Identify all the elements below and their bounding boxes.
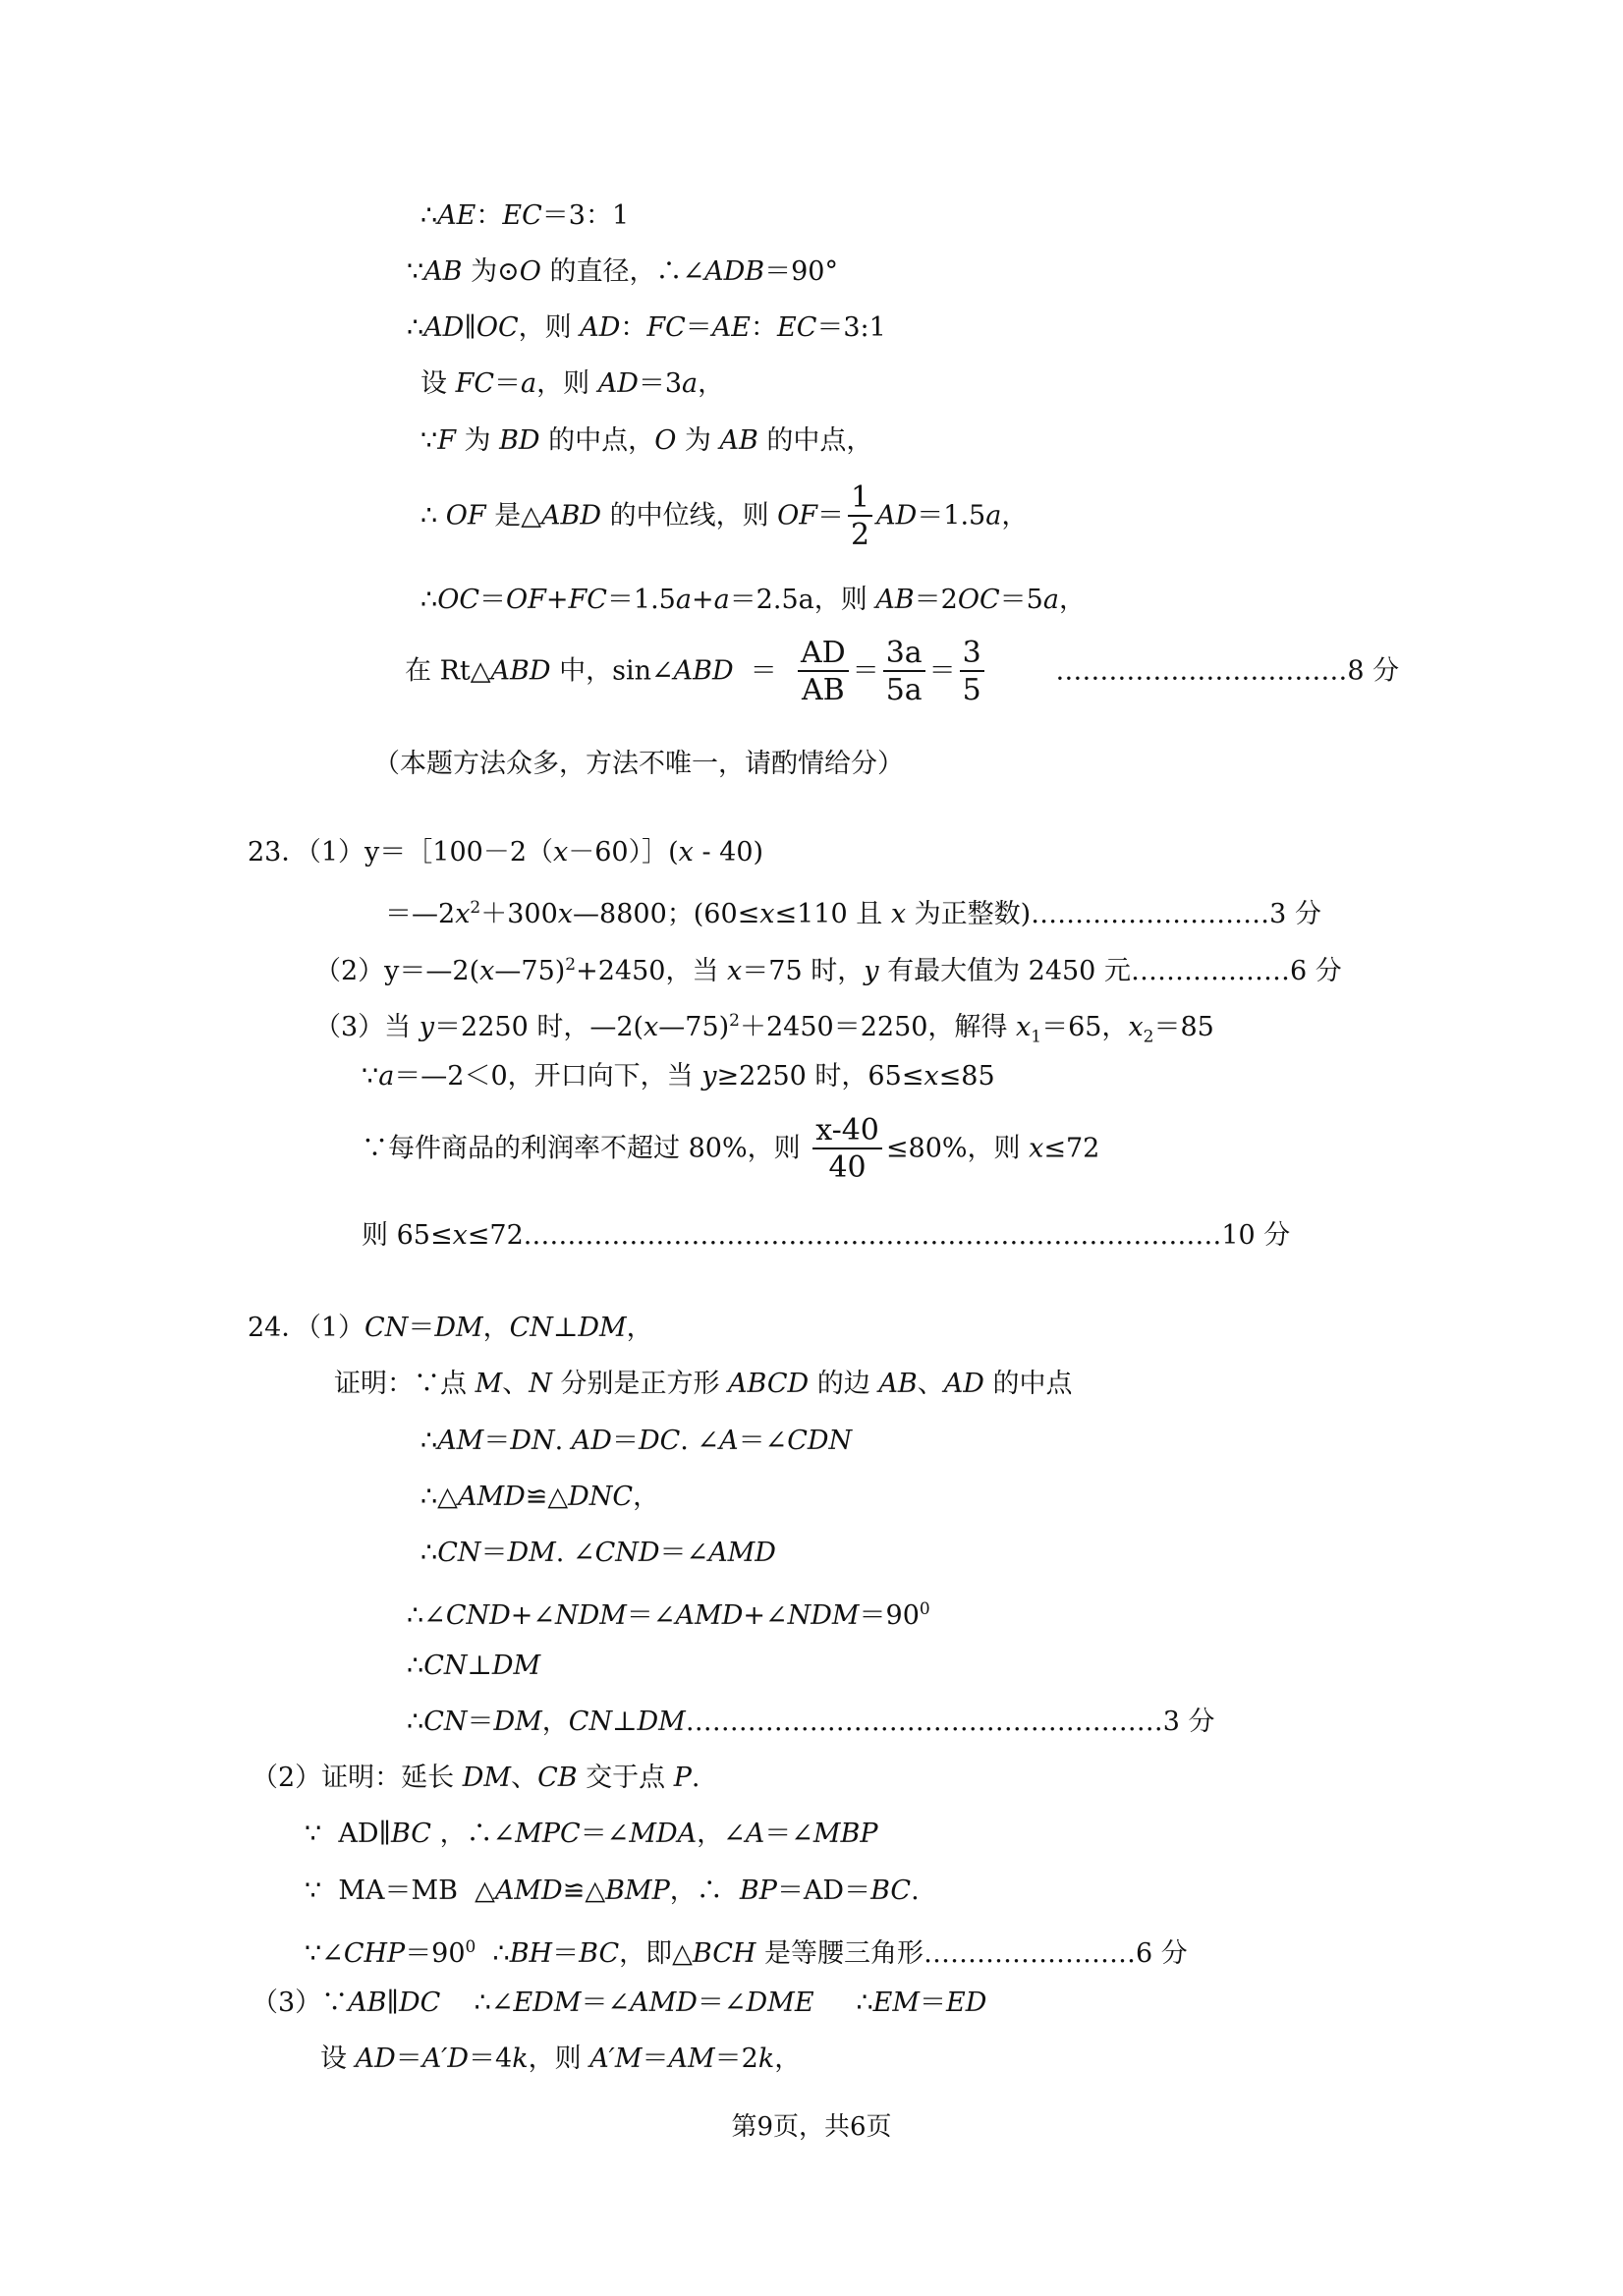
q23-opening: ∵a＝—2＜0，开口向下，当 y≥2250 时，65≤x≤85: [362, 1061, 995, 1092]
q23-profit-rate: ∵每件商品的利润率不超过 80%，则 $\frac{x-40}{40}$ ≤80%，则 x≤72: [362, 1113, 1100, 1185]
q24-part2-parallel: ∵ AD∥BC ，∴∠MPC＝∠MDA，∠A＝∠MBP: [305, 1819, 878, 1849]
fraction-3a-5a: $\frac{3a}{5a}$: [883, 639, 925, 705]
q24-part2: （2）证明：延长 DM、CB 交于点 P.: [252, 1763, 700, 1793]
q23-part1-result: $=—2x^2+300x—8800$；(60≤x≤110 且 x 为正整数)………………………3 分: [385, 898, 1321, 929]
q23-part2: （2）y＝—2(x—75)$^2$+2450，当 x＝75 时，y 有最大值为 2450 元………………6 分: [314, 955, 1342, 986]
q24-part1-conclusion: ∴CN＝DM，CN⊥DM………………………………………………3 分: [407, 1707, 1215, 1737]
q24-proof-start: 证明：∵点 M、N 分别是正方形 ABCD 的边 AB、AD 的中点: [334, 1369, 1073, 1399]
fraction-x40-40: $\frac{x-40}{40}$: [812, 1116, 882, 1183]
q24-part2-congruent: ∵ MA＝MB △AMD≌△BMP，∴ BP＝AD＝BC.: [305, 1876, 920, 1906]
line-parallel: ∴AD∥OC，则 AD：FC＝AE：EC＝3:1: [407, 312, 886, 343]
q24-equal-parts: ∴AM＝DN. AD＝DC. ∠A＝∠CDN: [420, 1426, 853, 1456]
line-diameter: ∵AB 为⊙O 的直径，∴∠ADB＝90°: [407, 256, 838, 287]
page-footer: 第9页，共6页: [731, 2112, 892, 2142]
q24-part3: （3）∵AB∥DC ∴∠EDM＝∠AMD＝∠DME ∴EM＝ED: [252, 1988, 987, 2018]
q24-angle-sum: $\therefore\angle CND+\angle NDM=\angle AMD+\angle NDM=90^0$: [407, 1599, 930, 1631]
q24-congruent: ∴△AMD≌△DNC，: [420, 1482, 660, 1512]
line-sin-abd: 在 Rt△ABD 中，sin∠ABD ＝ $\frac{AD}{AB}$ ＝ $\frac{3a}{5a}$ ＝ $\frac{3}{5}$ ……………………………8 分: [405, 636, 1400, 707]
line-midpoints: ∵F 为 BD 的中点，O 为 AB 的中点，: [420, 425, 873, 456]
line-ae-ec-ratio: ∴AE：EC＝3：1: [420, 200, 630, 231]
q23-part1: 23．（1）y＝［100－2（x－60）］(x - 40): [248, 837, 764, 868]
q23-conclusion: 则 65≤x≤72.……………………………………………………………………10 分: [362, 1220, 1291, 1251]
q24-cn-dm: ∴CN＝DM. ∠CND＝∠AMD: [420, 1538, 776, 1568]
q24-part3-set: 设 AD＝A′D＝4k，则 A′M＝AM＝2k，: [320, 2044, 802, 2074]
q24-part2-conclusion: $\because\angle CHP=90^0$ ∴BH＝BC，即△BCH 是等腰三角形……………………6 分: [305, 1937, 1188, 1969]
line-note: （本题方法众多，方法不唯一，请酌情给分）: [373, 749, 904, 779]
fraction-3-5: $\frac{3}{5}$: [960, 639, 984, 705]
line-midline: ∴ OF 是△ABD 的中位线，则 OF＝ $\frac{1}{2}$ AD＝1.5a，: [420, 480, 1029, 552]
fraction-ad-ab: $\frac{AD}{AB}$: [798, 639, 849, 705]
line-oc-ab: ∴OC＝OF+FC＝1.5a+a＝2.5a，则 AB＝2OC＝5a，: [420, 585, 1086, 615]
line-set-fc: 设 FC＝a，则 AD＝3a，: [420, 368, 725, 399]
q23-part3: （3）当 y＝2250 时，—2(x—75)$^2$＋2450＝2250，解得 $x_1=65$，$x_2=85$: [314, 1011, 1214, 1047]
fraction-one-half: $\frac{1}{2}$: [848, 483, 872, 550]
q24-part1: 24．（1）CN＝DM，CN⊥DM，: [248, 1313, 653, 1343]
q24-perpendicular: ∴CN⊥DM: [407, 1651, 541, 1681]
